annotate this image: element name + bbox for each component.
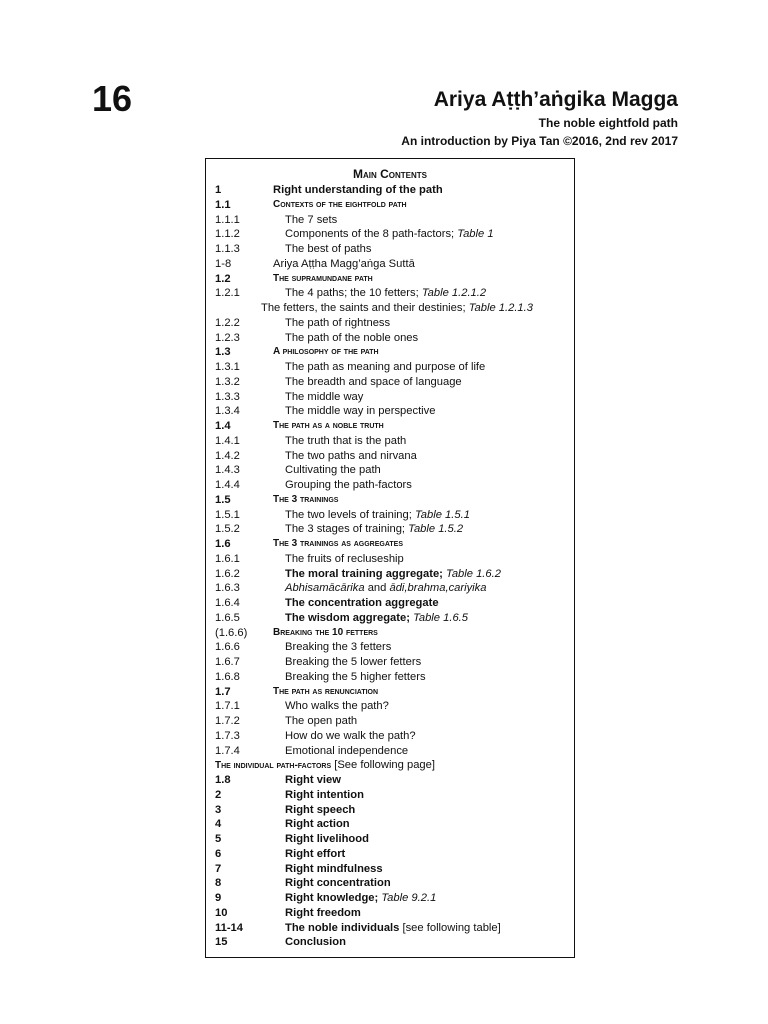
- toc-entry-title: [285, 699, 389, 714]
- toc-entry-text: Right effort: [285, 847, 346, 860]
- toc-entry-text: Conclusion: [285, 936, 346, 949]
- toc-entry-text: Components of the 8 path-factors;: [285, 228, 458, 241]
- toc-entry: [206, 331, 574, 346]
- toc-entry: [206, 935, 574, 950]
- toc-entry-title: [215, 758, 435, 774]
- toc-entry: [206, 803, 574, 818]
- toc-entry-number: 6: [215, 847, 222, 860]
- toc-entry-text: The truth that is the path: [285, 434, 407, 447]
- toc-entry-title: [285, 522, 463, 537]
- toc-entry: [206, 744, 574, 759]
- toc-entry: [206, 301, 574, 316]
- toc-entry: [206, 493, 574, 508]
- toc-entry-number: 1.4: [215, 420, 231, 432]
- toc-entry: [206, 670, 574, 685]
- toc-entry: [206, 404, 574, 419]
- toc-entry-text: Grouping the path-factors: [285, 479, 412, 491]
- toc-table-ref: Table 1.5.2: [408, 523, 464, 536]
- toc-entry: [206, 508, 574, 523]
- toc-entry-title: [285, 640, 391, 655]
- toc-entry-number: 1.6.1: [215, 552, 240, 565]
- toc-entry-text: Right livelihood: [285, 833, 369, 845]
- toc-entry-number: 1.3.3: [215, 390, 240, 403]
- toc-entry-title: [273, 626, 378, 641]
- toc-entry-text: The moral training aggregate;: [285, 567, 447, 580]
- toc-entry-title: [285, 581, 487, 596]
- toc-entry-title: [273, 272, 373, 287]
- toc-entry-number: 1-8: [215, 257, 232, 270]
- toc-entry: [206, 906, 574, 921]
- toc-entry: [206, 537, 574, 552]
- toc-entry-number: 8: [215, 877, 222, 890]
- toc-entry: [206, 788, 574, 803]
- toc-entry-text: Right speech: [285, 803, 356, 816]
- toc-rows: [206, 183, 574, 950]
- toc-table-ref: Table 1.6.2: [446, 567, 501, 580]
- toc-entry-text: Cultivating the path: [285, 464, 381, 477]
- toc-entry-title: [285, 508, 470, 523]
- toc-entry-text: Right freedom: [285, 906, 361, 919]
- toc-term: ādi,brahma,cariyika: [389, 582, 487, 595]
- toc-note: [see following table]: [399, 921, 501, 934]
- toc-entry: [206, 272, 574, 287]
- toc-entry: [206, 434, 574, 449]
- toc-entry-text: The 3 stages of training;: [285, 523, 409, 536]
- toc-entry-number: 1.2: [215, 272, 231, 285]
- toc-entry-title: [273, 537, 403, 552]
- toc-entry-number: 1.5.2: [215, 523, 240, 536]
- toc-entry-text: A philosophy of the path: [273, 346, 379, 358]
- toc-entry: [206, 375, 574, 390]
- toc-entry-title: [285, 832, 369, 847]
- toc-entry-number: 1.3.2: [215, 375, 240, 388]
- toc-entry-number: 1.1.3: [215, 243, 240, 255]
- toc-entry-number: 1.1: [215, 198, 231, 211]
- toc-entry-text: Contexts of the eightfold path: [273, 198, 407, 210]
- toc-entry-number: 1.1.2: [215, 228, 240, 241]
- toc-entry-text: Right concentration: [285, 877, 391, 890]
- toc-entry: [206, 640, 574, 655]
- toc-entry: [206, 611, 574, 626]
- toc-table-ref: Table 9.2.1: [381, 892, 437, 904]
- toc-entry: [206, 862, 574, 877]
- document-header: [401, 86, 678, 150]
- toc-entry-number: 1.6.5: [215, 611, 240, 624]
- toc-entry-title: [285, 876, 391, 891]
- toc-entry-title: [285, 478, 412, 493]
- toc-entry-number: 1.2.1: [215, 287, 240, 300]
- toc-entry-number: 1.6.2: [215, 567, 240, 580]
- toc-entry-title: [285, 434, 406, 449]
- toc-entry-text: The fetters, the saints and their destinies;: [261, 302, 469, 314]
- toc-entry: [206, 817, 574, 832]
- toc-entry-text: The open path: [285, 715, 358, 727]
- toc-entry-text: The 3 trainings as aggregates: [273, 538, 403, 549]
- toc-entry-number: 1.6: [215, 538, 231, 550]
- toc-entry: [206, 522, 574, 537]
- toc-entry-title: [285, 331, 418, 346]
- toc-entry: [206, 183, 574, 198]
- toc-entry-title: [285, 729, 416, 744]
- toc-entry-number: 5: [215, 833, 222, 845]
- toc-entry: [206, 685, 574, 700]
- toc-entry-number: 1.4.2: [215, 449, 240, 462]
- toc-heading: Main Contents: [353, 167, 427, 181]
- toc-term: Abhisamācārika: [285, 582, 365, 595]
- toc-entry: [206, 316, 574, 331]
- toc-entry: [206, 213, 574, 228]
- toc-entry-text: Right view: [285, 774, 341, 786]
- toc-entry-text: The wisdom aggregate;: [285, 611, 414, 624]
- toc-entry-text: The path of rightness: [285, 316, 391, 329]
- toc-entry-number: 11-14: [215, 921, 243, 934]
- toc-entry: [206, 360, 574, 375]
- toc-entry-number: 1.3: [215, 346, 231, 359]
- toc-entry-text: The 7 sets: [285, 213, 338, 226]
- toc-entry-text: Emotional independence: [285, 744, 409, 757]
- toc-entry: [206, 478, 574, 493]
- toc-entry-text: Right understanding of the path: [273, 184, 443, 196]
- toc-entry: [206, 345, 574, 360]
- toc-entry-text: The two levels of training;: [285, 508, 415, 521]
- toc-entry-text: Right intention: [285, 788, 364, 801]
- toc-entry-text: Breaking the 3 fetters: [285, 641, 392, 654]
- toc-entry-number: 3: [215, 803, 222, 816]
- toc-entry-title: [285, 567, 501, 582]
- toc-entry-number: 1.7.2: [215, 715, 240, 727]
- toc-conjunction: and: [364, 582, 390, 595]
- toc-entry-text: The path as renunciation: [273, 685, 379, 697]
- toc-entry-text: The path as a noble truth: [273, 420, 384, 431]
- toc-entry-text: The path of the noble ones: [285, 331, 419, 344]
- toc-entry-number: 15: [215, 936, 228, 949]
- toc-entry-number: 1.7.1: [215, 700, 240, 713]
- toc-entry-title: [261, 301, 533, 316]
- toc-entry: [206, 729, 574, 744]
- toc-entry-number: 1.3.1: [215, 361, 240, 373]
- toc-entry-title: [285, 788, 364, 803]
- toc-entry-title: [285, 404, 435, 419]
- toc-table-ref: Table 1.5.1: [414, 508, 470, 521]
- toc-entry-title: [285, 316, 390, 331]
- toc-entry-text: The two paths and nirvana: [285, 449, 417, 462]
- toc-entry-title: [285, 463, 381, 478]
- toc-entry-text: The noble individuals: [285, 921, 400, 934]
- toc-entry-title: [273, 257, 415, 272]
- toc-entry-text: Breaking the 5 lower fetters: [285, 656, 422, 668]
- toc-entry-number: 1.6.4: [215, 597, 240, 609]
- toc-entry-title: [285, 862, 383, 877]
- toc-entry-title: [285, 803, 355, 818]
- toc-entry-number: 1.7: [215, 685, 231, 698]
- toc-entry-number: 1.8: [215, 774, 231, 786]
- toc-entry: [206, 227, 574, 242]
- document-subtitle: The noble eightfold path: [538, 116, 678, 130]
- toc-entry-text: The concentration aggregate: [285, 597, 439, 609]
- toc-entry-text: Who walks the path?: [285, 700, 389, 713]
- toc-entry-title: [273, 685, 378, 700]
- toc-entry-title: [285, 773, 341, 788]
- toc-entry-number: 1.2.3: [215, 331, 240, 344]
- toc-entry-title: [285, 611, 468, 626]
- toc-entry-text: Right knowledge;: [285, 892, 382, 904]
- toc-entry: [206, 891, 574, 906]
- toc-table-ref: Table 1.2.1.2: [421, 287, 487, 300]
- toc-entry: [206, 655, 574, 670]
- toc-entry-number: 10: [215, 906, 228, 919]
- toc-entry-text: The middle way in perspective: [285, 405, 436, 418]
- toc-entry-title: [273, 493, 338, 508]
- toc-entry: [206, 876, 574, 891]
- toc-entry-text: The breadth and space of language: [285, 375, 462, 388]
- toc-table-ref: Table 1.6.5: [413, 611, 469, 624]
- toc-entry-text: The middle way: [285, 390, 364, 403]
- toc-entry-number: 1.6.8: [215, 670, 240, 683]
- toc-entry-title: [285, 390, 363, 405]
- toc-table-ref: Table 1.2.1.3: [468, 302, 533, 314]
- toc-entry-text: The 3 trainings: [273, 493, 339, 505]
- table-of-contents: [205, 158, 575, 958]
- toc-entry: [206, 198, 574, 213]
- toc-entry: [206, 419, 574, 434]
- toc-entry-title: [285, 670, 426, 685]
- toc-entry-text: The individual path-factors: [215, 760, 332, 772]
- toc-entry-title: [285, 449, 417, 464]
- toc-entry: [206, 286, 574, 301]
- toc-table-ref: Table 1: [457, 228, 494, 241]
- toc-entry-number: 1.7.3: [215, 729, 240, 742]
- page-number: 16: [92, 78, 133, 119]
- toc-entry-title: [285, 817, 350, 832]
- toc-entry: [206, 714, 574, 729]
- toc-entry-title: [285, 596, 439, 611]
- toc-entry-number: 1.2.2: [215, 316, 240, 329]
- toc-entry-number: 1: [215, 184, 222, 196]
- toc-entry-title: [285, 360, 485, 375]
- toc-entry: [206, 463, 574, 478]
- toc-entry-text: Right mindfulness: [285, 862, 383, 875]
- toc-entry-title: [285, 552, 404, 567]
- toc-entry: [206, 626, 574, 641]
- toc-entry-title: [285, 921, 501, 936]
- toc-entry: [206, 832, 574, 847]
- toc-entry-number: 9: [215, 892, 222, 904]
- toc-entry-title: [285, 906, 361, 921]
- toc-entry-number: 1.4.4: [215, 479, 240, 491]
- document-title: Ariya Aṭṭh’aṅgika Magga: [433, 88, 678, 111]
- toc-entry: [206, 581, 574, 596]
- toc-entry: [206, 449, 574, 464]
- toc-entry-number: 1.4.1: [215, 434, 240, 447]
- toc-entry: [206, 596, 574, 611]
- toc-entry-title: [285, 935, 346, 950]
- toc-entry-title: [273, 345, 379, 360]
- toc-entry-title: [285, 242, 371, 257]
- toc-entry: [206, 242, 574, 257]
- toc-entry-title: [285, 375, 462, 390]
- toc-entry-number: 2: [215, 788, 222, 801]
- toc-entry-text: The path as meaning and purpose of life: [285, 361, 486, 373]
- document-byline: An introduction by Piya Tan ©2016, 2nd rev 2017: [401, 134, 678, 148]
- toc-entry-text: The best of paths: [285, 243, 372, 255]
- toc-entry: [206, 699, 574, 714]
- toc-entry-number: 1.5: [215, 493, 231, 506]
- toc-entry: [206, 758, 574, 773]
- toc-entry-title: [285, 227, 494, 242]
- toc-entry-text: Ariya Aṭṭha Magg’aṅga Suttā: [273, 257, 415, 270]
- toc-entry: [206, 257, 574, 272]
- toc-entry: [206, 921, 574, 936]
- toc-entry-number: 1.7.4: [215, 744, 240, 757]
- toc-entry: [206, 567, 574, 582]
- toc-entry-number: 1.3.4: [215, 405, 240, 418]
- toc-entry-number: 1.6.3: [215, 582, 240, 595]
- toc-entry-text: Right action: [285, 818, 350, 831]
- toc-entry-number: (1.6.6): [215, 626, 248, 639]
- toc-entry-title: [273, 183, 443, 198]
- toc-entry-title: [285, 655, 421, 670]
- toc-entry-number: 1.5.1: [215, 508, 240, 521]
- toc-entry-title: [285, 891, 436, 906]
- toc-entry-text: The 4 paths; the 10 fetters;: [285, 287, 422, 300]
- toc-entry: [206, 773, 574, 788]
- toc-entry-text: How do we walk the path?: [285, 729, 416, 742]
- toc-entry-title: [285, 213, 337, 228]
- toc-entry-text: Breaking the 5 higher fetters: [285, 670, 426, 683]
- toc-entry-title: [285, 286, 486, 301]
- toc-entry-number: 1.1.1: [215, 213, 240, 226]
- toc-entry: [206, 552, 574, 567]
- toc-entry: [206, 847, 574, 862]
- toc-entry-text: The fruits of recluseship: [285, 552, 404, 565]
- toc-entry: [206, 390, 574, 405]
- toc-entry-title: [273, 198, 407, 213]
- toc-entry-number: 1.6.6: [215, 641, 240, 654]
- toc-entry-text: The supramundane path: [273, 272, 373, 284]
- toc-entry-title: [285, 847, 345, 862]
- toc-entry-title: [285, 744, 408, 759]
- toc-entry-number: 1.4.3: [215, 464, 240, 477]
- toc-entry-text: Breaking the 10 fetters: [273, 626, 378, 638]
- toc-entry-title: [273, 419, 384, 434]
- toc-entry-number: 1.6.7: [215, 656, 240, 668]
- toc-entry-title: [285, 714, 357, 729]
- toc-entry-number: 7: [215, 862, 222, 875]
- toc-entry-number: 4: [215, 818, 222, 831]
- toc-note: [See following page]: [331, 759, 435, 772]
